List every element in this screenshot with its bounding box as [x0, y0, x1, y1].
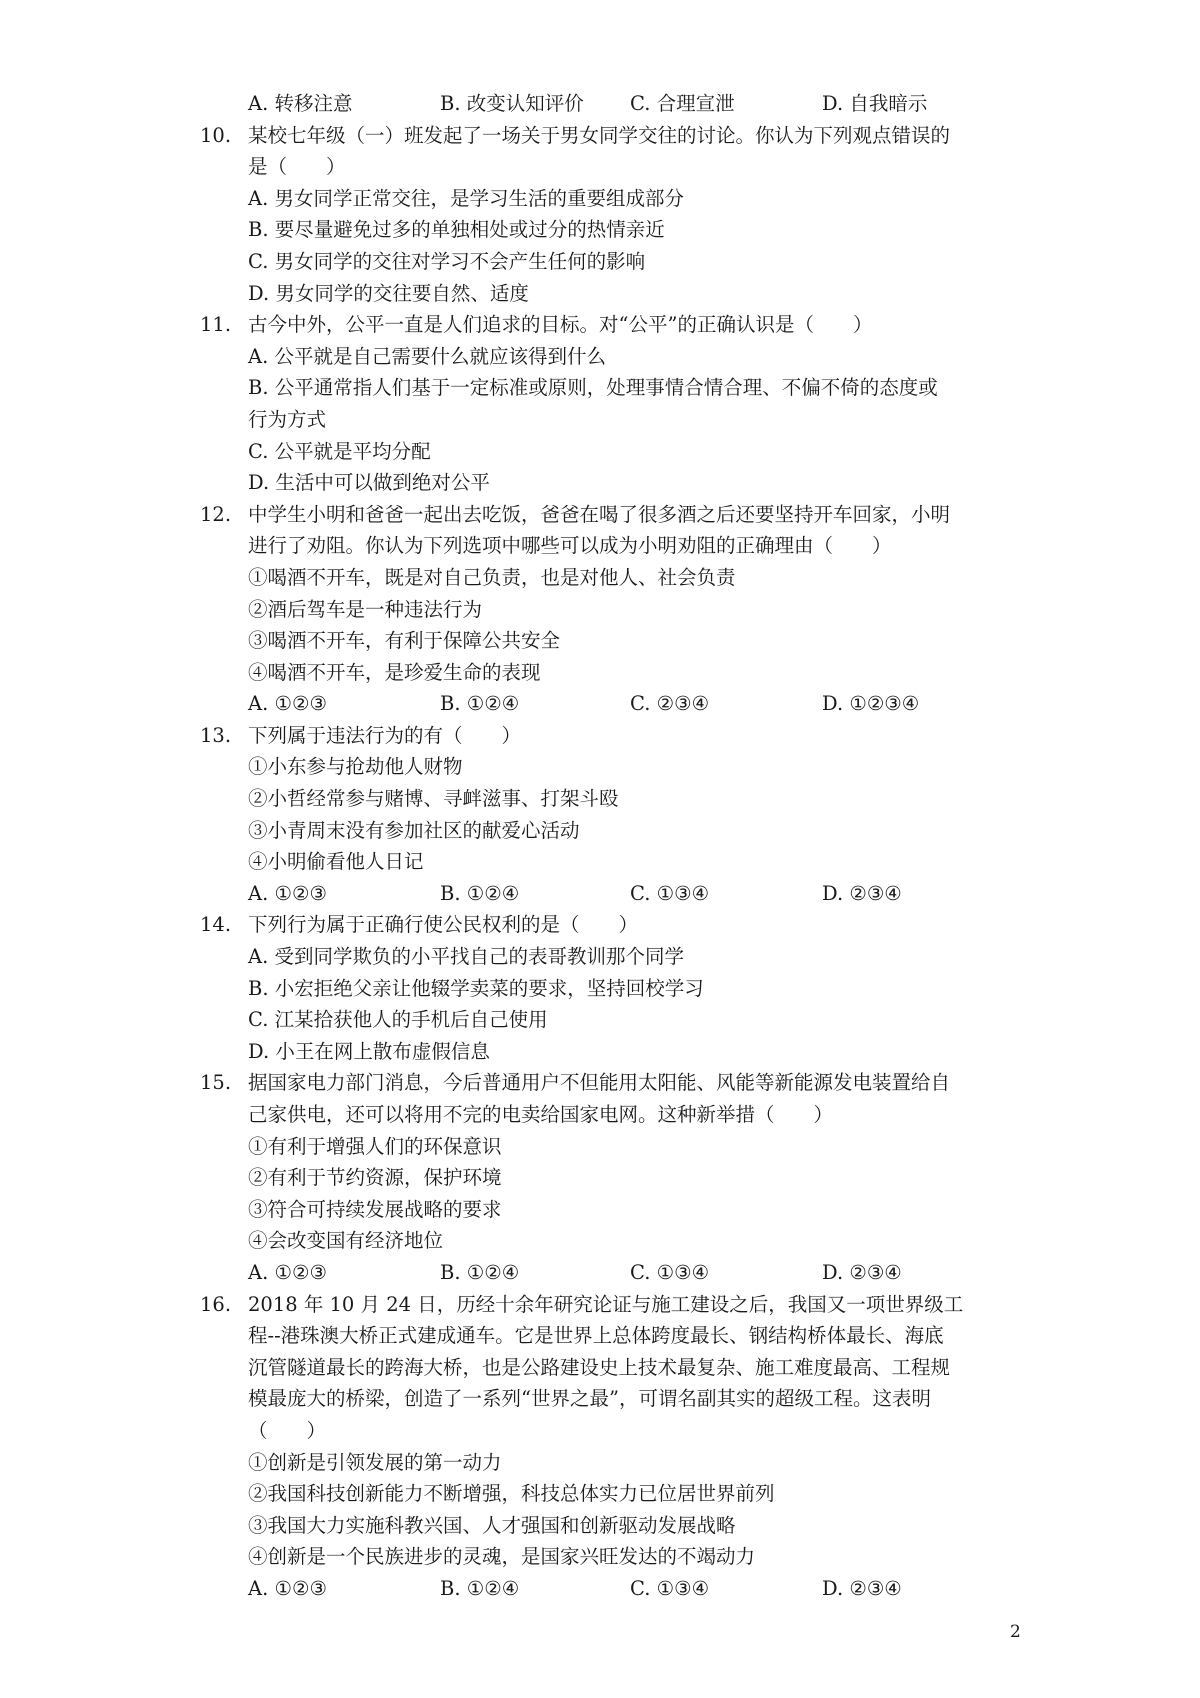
options-row: [200, 1257, 1020, 1289]
question-list: [200, 88, 1020, 1605]
choice: C. 江某拾获他人的手机后自己使用: [248, 1008, 548, 1032]
option-b: B. 改变认知评价: [440, 92, 584, 115]
choice: D. 生活中可以做到绝对公平: [248, 471, 490, 495]
statement: ①喝酒不开车，既是对自己负责，也是对他人、社会负责: [248, 565, 736, 589]
statement: ④小明偷看他人日记: [248, 850, 424, 874]
statement: ②有利于节约资源，保护环境: [248, 1166, 502, 1190]
question-text: 模最庞大的桥梁，创造了一系列“世界之最”，可谓名副其实的超级工程。这表明: [248, 1387, 931, 1411]
option-d: D. ②③④: [822, 1260, 902, 1284]
statement: ③符合可持续发展战略的要求: [248, 1197, 502, 1221]
statement: ③我国大力实施科教兴国、人才强国和创新驱动发展战略: [248, 1513, 736, 1537]
statement: ①有利于增强人们的环保意识: [248, 1134, 502, 1158]
question-number: 14.: [200, 913, 232, 937]
option-d: D. ②③④: [822, 881, 902, 905]
choice: C. 男女同学的交往对学习不会产生任何的影响: [248, 249, 646, 273]
question-15-line-1: [200, 1067, 1020, 1099]
option-a: A. 转移注意: [248, 92, 353, 115]
option-b: B. ①②④: [440, 881, 520, 905]
option-a: A. ①②③: [248, 692, 327, 716]
option-a: A. ①②③: [248, 1260, 327, 1284]
question-12-line-1: [200, 499, 1020, 531]
question-number: 10.: [200, 123, 232, 147]
choice: A. 公平就是自己需要什么就应该得到什么: [248, 344, 606, 368]
option-b: B. ①②④: [440, 1260, 520, 1284]
statement: ③喝酒不开车，有利于保障公共安全: [248, 629, 561, 653]
option-d: D. ①②③④: [822, 692, 920, 716]
option-d: D. 自我暗示: [822, 92, 928, 115]
statement: ②我国科技创新能力不断增强，科技总体实力已位居世界前列: [248, 1482, 775, 1506]
question-text: （ ）: [248, 1418, 327, 1442]
question-number: 13.: [200, 723, 232, 747]
option-a: A. ①②③: [248, 1576, 327, 1600]
page-number: 2: [1010, 1622, 1021, 1642]
statement: ③小青周末没有参加社区的献爱心活动: [248, 818, 580, 842]
question-11-line-1: [200, 309, 1020, 341]
statement: ②酒后驾车是一种违法行为: [248, 597, 483, 621]
question-text: 某校七年级（一）班发起了一场关于男女同学交往的讨论。你认为下列观点错误的: [248, 123, 951, 147]
question-text: 下列属于违法行为的有（ ）: [248, 723, 522, 747]
question-text: 据国家电力部门消息，今后普通用户不但能用太阳能、风能等新能源发电装置给自: [248, 1071, 951, 1095]
statement: ④喝酒不开车，是珍爱生命的表现: [248, 660, 541, 684]
choice: D. 小王在网上散布虚假信息: [248, 1039, 490, 1063]
question-text: 进行了劝阻。你认为下列选项中哪些可以成为小明劝阻的正确理由（ ）: [248, 534, 892, 558]
statement: ①创新是引领发展的第一动力: [248, 1450, 502, 1474]
choice: A. 男女同学正常交往，是学习生活的重要组成部分: [248, 186, 684, 210]
statement: ①小东参与抢劫他人财物: [248, 755, 463, 779]
option-c: C. ②③④: [630, 692, 710, 716]
option-c: C. 合理宣泄: [630, 92, 735, 115]
option-b: B. ①②④: [440, 1576, 520, 1600]
question-text: 是（ ）: [248, 155, 346, 179]
option-c: C. ①③④: [630, 1260, 710, 1284]
choice: B. 小宏拒绝父亲让他辍学卖菜的要求，坚持回校学习: [248, 976, 704, 1000]
options-row: [200, 1573, 1020, 1605]
question-text: 程--港珠澳大桥正式建成通车。它是世界上总体跨度最长、钢结构桥体最长、海底: [248, 1324, 944, 1348]
question-number: 16.: [200, 1292, 232, 1316]
option-a: A. ①②③: [248, 881, 327, 905]
choice: C. 公平就是平均分配: [248, 439, 431, 463]
choice: B. 公平通常指人们基于一定标准或原则，处理事情合情合理、不偏不倚的态度或: [248, 376, 938, 400]
option-c: C. ①③④: [630, 881, 710, 905]
question-13-line-1: [200, 720, 1020, 752]
option-c: C. ①③④: [630, 1576, 710, 1600]
options-row: [200, 878, 1020, 910]
question-text: 沉管隧道最长的跨海大桥，也是公路建设史上技术最复杂、施工难度最高、工程规: [248, 1355, 951, 1379]
options-row: [200, 688, 1020, 720]
choice: D. 男女同学的交往要自然、适度: [248, 281, 529, 305]
option-b: B. ①②④: [440, 692, 520, 716]
choice: 行为方式: [248, 407, 327, 431]
question-number: 11.: [200, 313, 232, 337]
question-text: 己家供电，还可以将用不完的电卖给国家电网。这种新举措（ ）: [248, 1103, 834, 1126]
statement: ②小哲经常参与赌博、寻衅滋事、打架斗殴: [248, 787, 619, 811]
option-d: D. ②③④: [822, 1576, 902, 1600]
question-16-line-1: [200, 1289, 1020, 1321]
question-text: 中学生小明和爸爸一起出去吃饭，爸爸在喝了很多酒之后还要坚持开车回家，小明: [248, 502, 951, 526]
question-text: 下列行为属于正确行使公民权利的是（ ）: [248, 913, 639, 937]
question-10-line-1: [200, 120, 1020, 152]
statement: ④会改变国有经济地位: [248, 1229, 444, 1253]
choice: A. 受到同学欺负的小平找自己的表哥教训那个同学: [248, 945, 684, 969]
question-14-line-1: [200, 909, 1020, 941]
question-text: 2018 年 10 月 24 日，历经十余年研究论证与施工建设之后，我国又一项世界级工: [248, 1292, 964, 1316]
choice: B. 要尽量避免过多的单独相处或过分的热情亲近: [248, 218, 665, 242]
question-text: 古今中外，公平一直是人们追求的目标。对“公平”的正确认识是（ ）: [248, 313, 873, 337]
question-number: 15.: [200, 1071, 232, 1095]
options-row: [200, 88, 1020, 120]
question-number: 12.: [200, 502, 232, 526]
statement: ④创新是一个民族进步的灵魂，是国家兴旺发达的不竭动力: [248, 1545, 756, 1569]
